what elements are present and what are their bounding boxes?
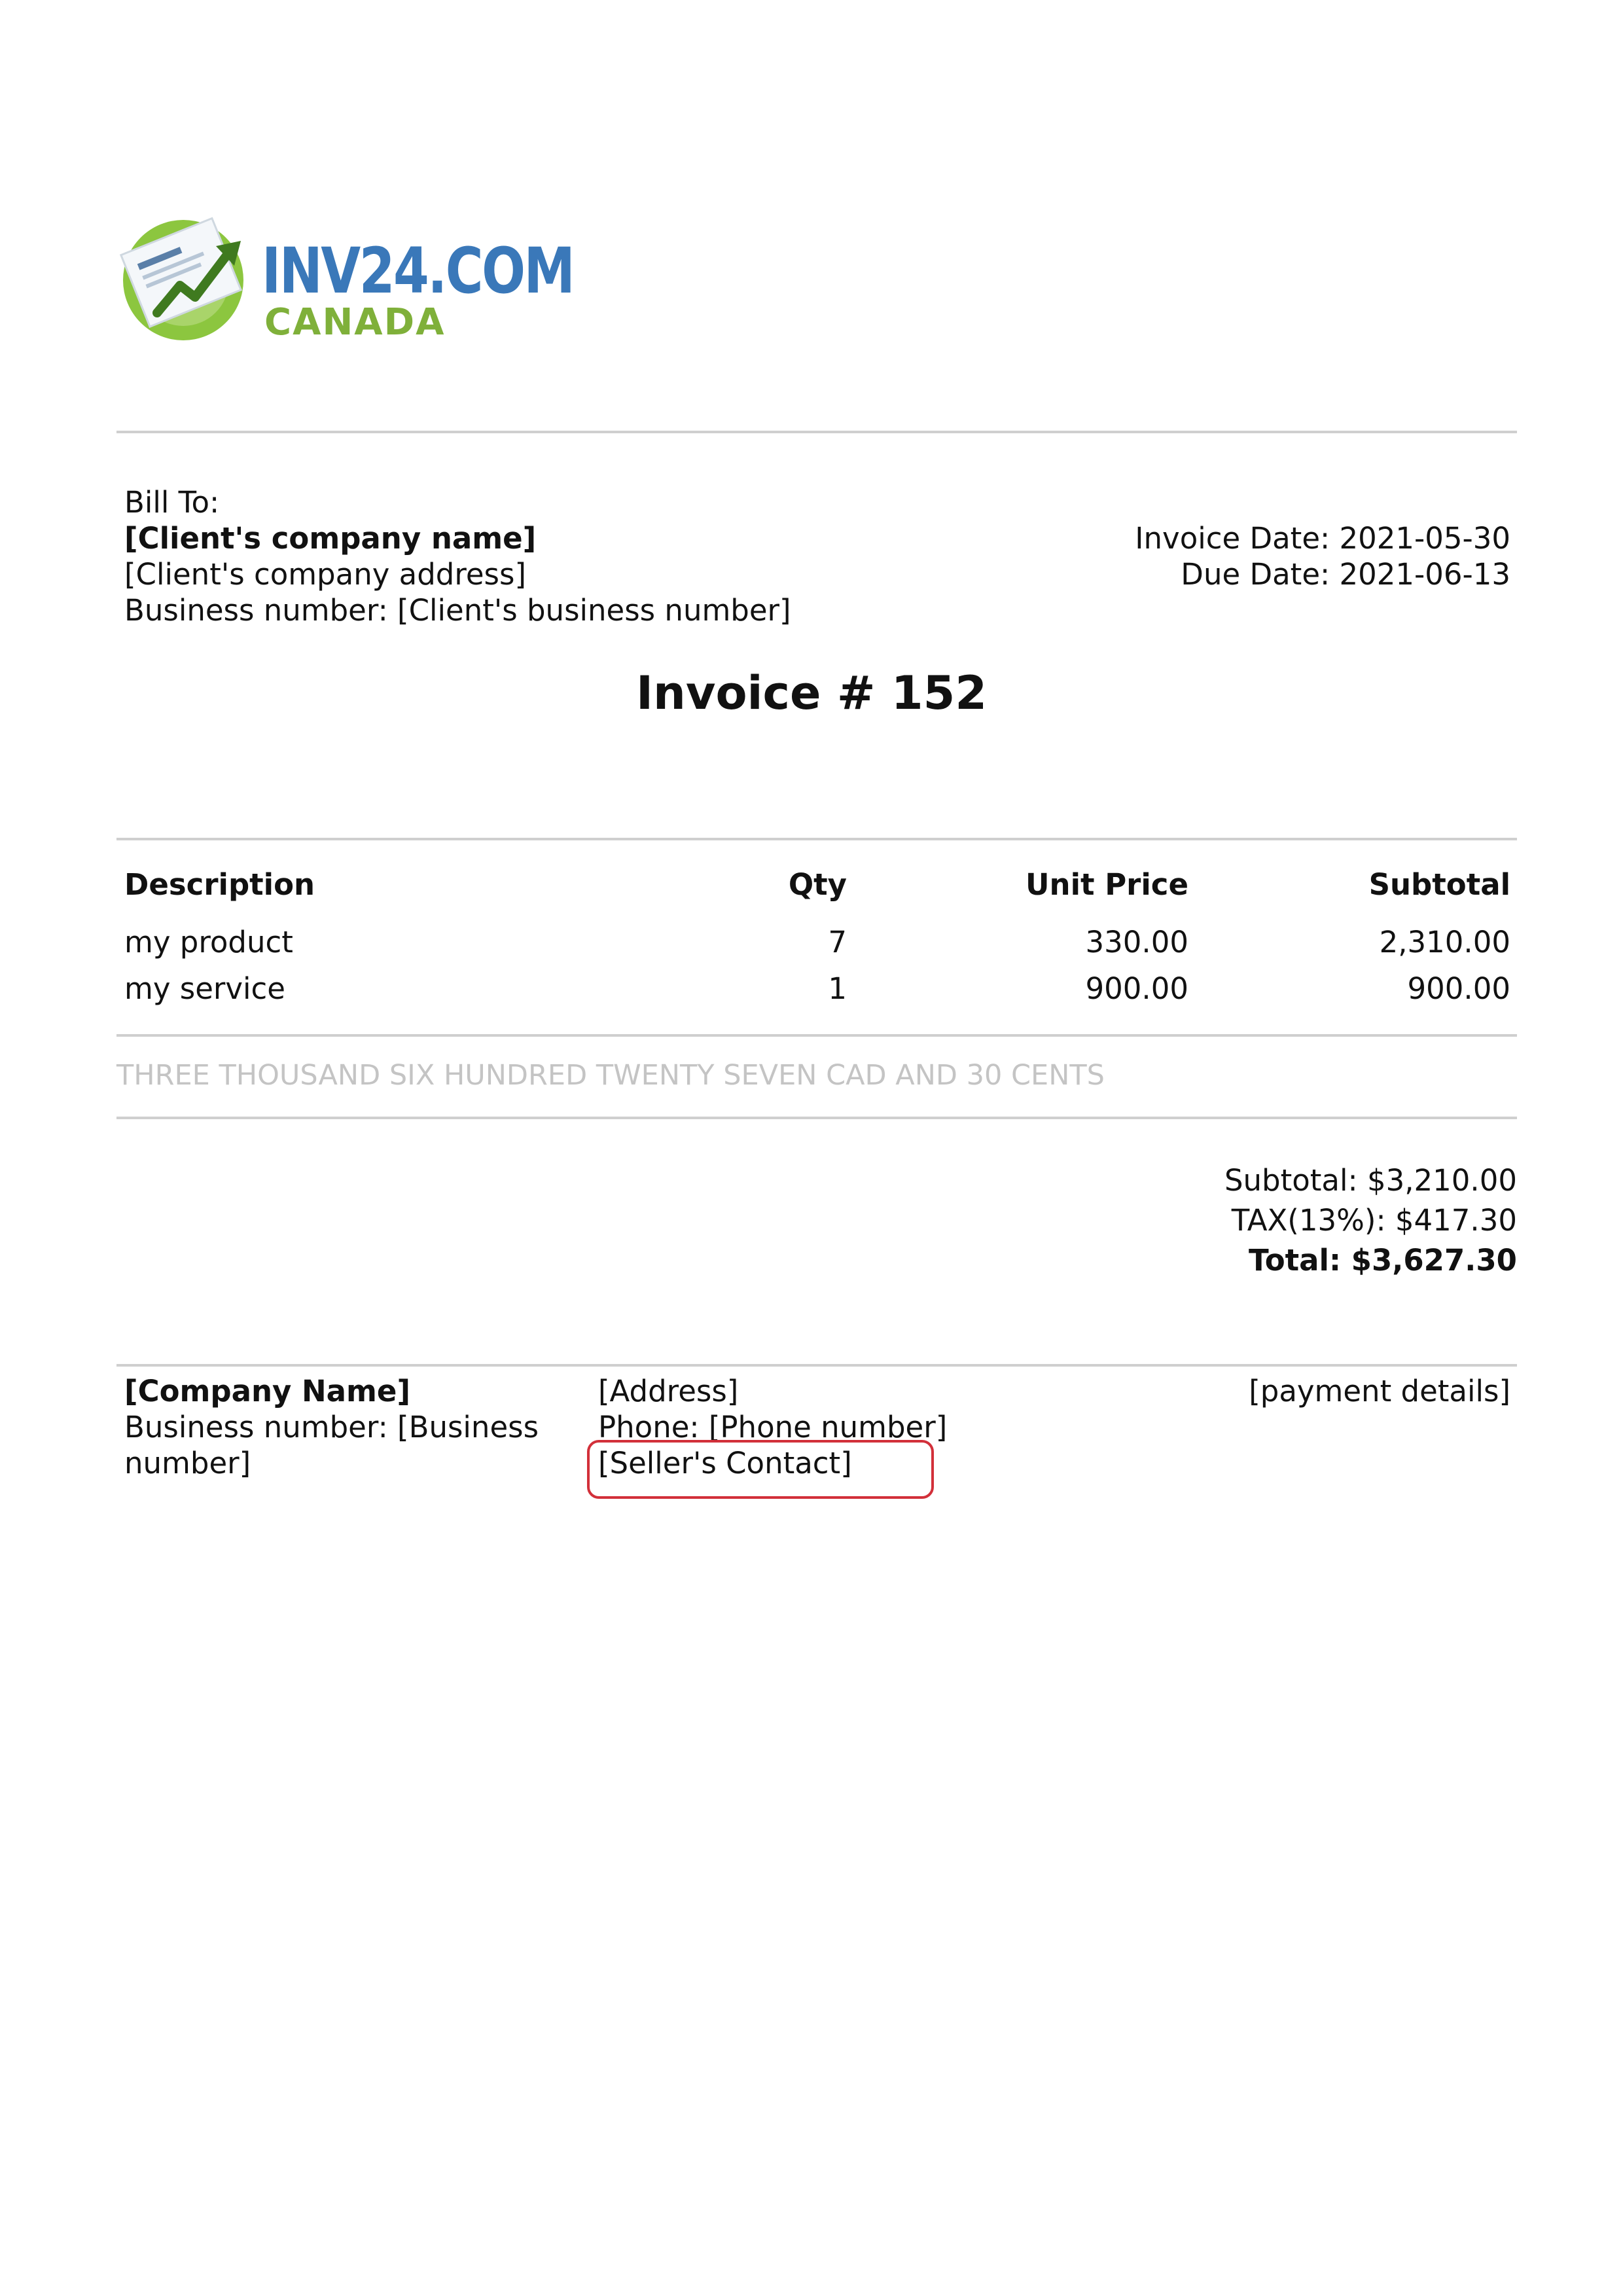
totals-total: Total: $3,627.30	[1249, 1243, 1517, 1278]
row-subtotal: 2,310.00	[1379, 925, 1510, 960]
client-business-number: Business number: [Client's business number]	[124, 593, 791, 628]
seller-company-name: [Company Name]	[124, 1374, 411, 1408]
bill-to-label: Bill To:	[124, 485, 220, 520]
row-description: my service	[124, 971, 285, 1006]
seller-contact-highlight	[587, 1440, 934, 1499]
payment-details: [payment details]	[1249, 1374, 1510, 1408]
client-company-address: [Client's company address]	[124, 557, 527, 592]
words-divider	[116, 1117, 1517, 1119]
logo-region-text: CANADA	[264, 301, 446, 344]
row-qty: 7	[828, 925, 847, 960]
column-header-subtotal: Subtotal	[1368, 867, 1510, 902]
row-subtotal: 900.00	[1407, 971, 1510, 1006]
seller-address: [Address]	[598, 1374, 739, 1408]
amount-in-words: THREE THOUSAND SIX HUNDRED TWENTY SEVEN CAD AND 30 CENTS	[116, 1059, 1105, 1092]
client-company-name: [Client's company name]	[124, 521, 537, 556]
invoice-title: Invoice # 152	[635, 666, 988, 720]
row-unit-price: 330.00	[1085, 925, 1188, 960]
column-header-unit-price: Unit Price	[1026, 867, 1188, 902]
invoice-growth-arrow-logo-icon	[118, 208, 255, 346]
seller-contact: [Seller's Contact]	[598, 1446, 852, 1480]
column-header-description: Description	[124, 867, 315, 902]
seller-business-number: Business number: [Business	[124, 1410, 539, 1444]
seller-business-number-cont: number]	[124, 1446, 251, 1480]
header-divider	[116, 431, 1517, 433]
column-header-qty: Qty	[788, 867, 847, 902]
logo-brand-text: INV24.COM	[262, 234, 574, 308]
row-unit-price: 900.00	[1085, 971, 1188, 1006]
due-date: Due Date: 2021-06-13	[1181, 557, 1510, 592]
seller-phone: Phone: [Phone number]	[598, 1410, 948, 1444]
row-description: my product	[124, 925, 293, 960]
company-logo	[118, 208, 574, 346]
totals-subtotal: Subtotal: $3,210.00	[1224, 1163, 1517, 1198]
totals-tax: TAX(13%): $417.30	[1231, 1203, 1517, 1238]
table-top-divider	[116, 838, 1517, 840]
row-qty: 1	[828, 971, 847, 1006]
invoice-date: Invoice Date: 2021-05-30	[1135, 521, 1510, 556]
table-bottom-divider	[116, 1034, 1517, 1037]
footer-divider	[116, 1364, 1517, 1367]
